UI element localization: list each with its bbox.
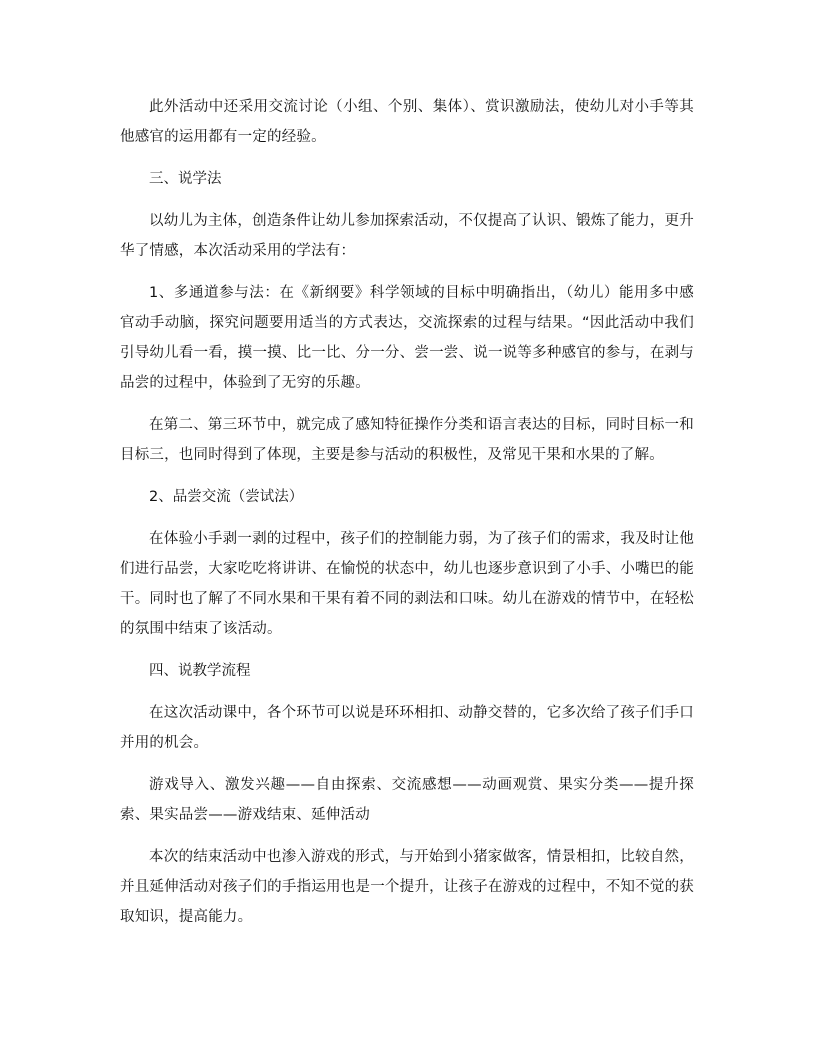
- paragraph: 在第二、第三环节中，就完成了感知特征操作分类和语言表达的目标，同时目标一和目标三，也同时得到了体现，主要是参与活动的积极性，及常见干果和水果的了解。: [120, 417, 694, 463]
- paragraph: 本次的结束活动中也渗入游戏的形式，与开始到小猪家做客，情景相扣，比较自然，并且延伸活动对孩子们的手指运用也是一个提升，让孩子在游戏的过程中，不知不觉的获取知识，提高能力。: [120, 849, 694, 925]
- paragraph: 此外活动中还采用交流讨论（小组、个别、集体）、赏识激励法，使幼儿对小手等其他感官的运用都有一定的经验。: [120, 99, 694, 145]
- paragraph: 游戏导入、激发兴趣——自由探索、交流感想——动画观赏、果实分类——提升探索、果实品尝——游戏结束、延伸活动: [120, 777, 694, 823]
- paragraph: 在体验小手剥一剥的过程中，孩子们的控制能力弱，为了孩子们的需求，我及时让他们进行品尝，大家吃吃将讲讲、在愉悦的状态中，幼儿也逐步意识到了小手、小嘴巴的能干。同时也了解了不同水果和干果有着不同的剥法和口味。幼儿在游戏的情节中，在轻松的氛围中结束了该活动。: [120, 531, 694, 637]
- subsection-heading: 2、品尝交流（尝试法）: [149, 489, 304, 505]
- section-heading: 四、说教学流程: [149, 663, 251, 679]
- document-page: [120, 92, 694, 944]
- section-heading: 三、说学法: [149, 171, 222, 187]
- paragraph: 1、多通道参与法：在《新纲要》科学领域的目标中明确指出，（幼儿）能用多中感官动手动脑，探究问题要用适当的方式表达，交流探索的过程与结果。“因此活动中我们引导幼儿看一看，摸一摸、比一比、分一分、尝一尝、说一说等多种感官的参与，在剥与品尝的过程中，体验到了无穷的乐趣。: [120, 285, 694, 391]
- paragraph: 在这次活动课中，各个环节可以说是环环相扣、动静交替的，它多次给了孩子们手口并用的机会。: [120, 705, 694, 751]
- paragraph: 以幼儿为主体，创造条件让幼儿参加探索活动，不仅提高了认识、锻炼了能力，更升华了情感，本次活动采用的学法有：: [120, 213, 694, 259]
